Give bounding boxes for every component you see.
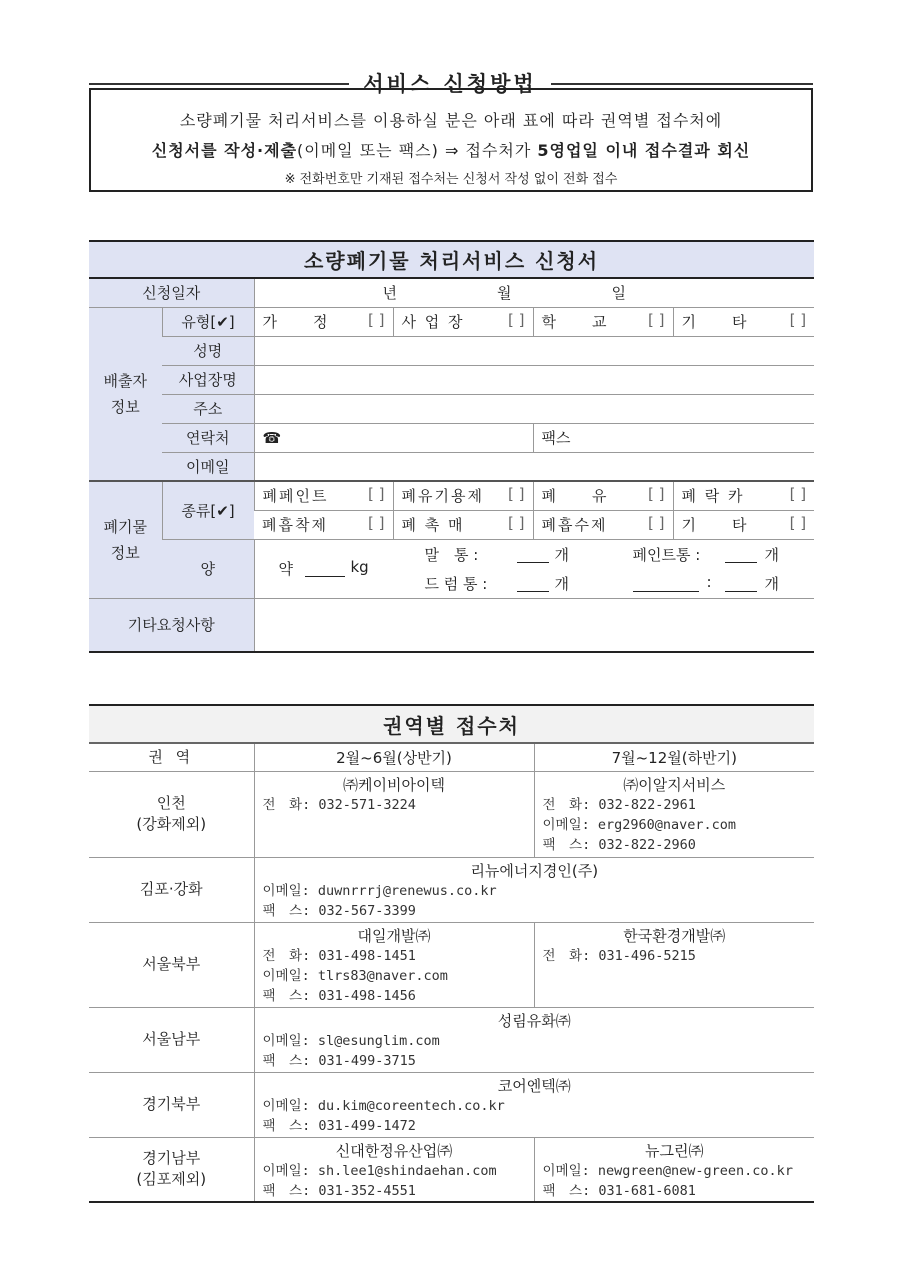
office-fax: 팩 스: 032-822-2960 [542,836,696,853]
address-label: 주소 [162,394,254,423]
method-box [89,88,813,192]
office-fax: 팩 스: 031-498-1456 [262,987,416,1004]
office-full-year [254,1072,814,1137]
region-name: 인천 (강화제외) [89,771,254,857]
office-first-half [254,771,534,857]
region-name: 서울북부 [89,922,254,1007]
office-phone: 전 화: 031-498-1451 [262,947,416,964]
col-region-header: 권 역 [89,743,254,771]
office-org: 대일개발㈜ [357,926,431,945]
office-first-half [254,922,534,1007]
type-option-other[interactable]: 기 타 [ ] [673,307,814,336]
date-month-label: 월 [497,284,512,303]
method-line-2 [91,138,811,161]
custom-colon: : [706,572,712,591]
office-org: 신대한정유산업㈜ [335,1141,453,1160]
paint-can-label: 페인트통 : [632,545,701,564]
drum-label: 드 럼 통 : [424,574,488,593]
col-second-half-header: 7월~12월(하반기) [534,743,814,771]
kind-waste-solvent[interactable]: 폐유기용제 [ ] [393,481,533,510]
office-fax: 팩 스: 032-567-3399 [262,902,416,919]
date-label: 신청일자 [89,278,254,307]
checkbox[interactable]: [ ] [789,311,807,329]
office-phone: 전 화: 031-496-5215 [542,947,696,964]
application-form-table [89,240,814,653]
office-email[interactable]: 이메일: erg2960@naver.com [542,816,737,833]
phone-icon: ☎ [262,428,282,447]
region-title: 권역별 접수처 [89,705,814,743]
fax-label: 팩스 [541,429,571,447]
office-org: 뉴그린㈜ [645,1141,704,1160]
office-full-year [254,857,814,922]
address-field[interactable] [254,394,814,423]
office-email[interactable]: 이메일: sl@esunglim.com [262,1032,440,1049]
office-phone: 전 화: 032-571-3224 [262,796,416,813]
checkbox[interactable]: [ ] [508,514,525,532]
kind-label: 종류[✔] [162,481,254,539]
email-label: 이메일 [162,452,254,481]
kind-other[interactable]: 기 타 [ ] [673,510,814,539]
other-request-field[interactable] [254,598,814,652]
region-name: 경기북부 [89,1072,254,1137]
business-name-field[interactable] [254,365,814,394]
checkbox[interactable]: [ ] [648,485,665,504]
checkbox[interactable]: [ ] [368,485,385,504]
kind-waste-paint[interactable]: 폐페인트 [ ] [254,481,393,510]
drum-unit: 개 [554,574,569,593]
application-title: 소량폐기물 처리서비스 신청서 [89,241,814,278]
type-option-school[interactable]: 학 교 [ ] [533,307,673,336]
discharger-label-1: 배출자 [103,371,147,390]
kg-label: kg [350,557,369,576]
office-fax: 팩 스: 031-499-3715 [262,1052,416,1069]
kind-waste-adsorbent[interactable]: 폐흡착제 [ ] [254,510,393,539]
checkbox[interactable]: [ ] [648,514,665,532]
checkbox[interactable]: [ ] [508,311,525,329]
amount-field[interactable] [254,539,814,598]
office-first-half [254,1137,534,1202]
office-email[interactable]: 이메일: newgreen@new-green.co.kr [542,1162,793,1179]
discharger-section-label [89,307,162,481]
method-line-2-bold-2: 5영업일 이내 접수결과 회신 [537,141,751,160]
office-fax: 팩 스: 031-499-1472 [262,1117,416,1134]
office-second-half [534,922,814,1007]
office-phone: 전 화: 032-822-2961 [542,796,696,813]
waste-section-label [89,481,162,598]
can-unit: 개 [554,545,569,564]
other-request-label: 기타요청사항 [89,598,254,652]
name-field[interactable] [254,336,814,365]
checkbox[interactable]: [ ] [789,485,807,504]
checkbox[interactable]: [ ] [368,514,385,532]
region-table [89,704,814,1203]
office-org: 한국환경개발㈜ [623,926,726,945]
discharger-label-2: 정보 [110,397,140,416]
email-field[interactable] [254,452,814,481]
office-org: 코어엔텍㈜ [497,1076,571,1095]
can-label: 말 통 : [424,545,479,564]
kind-waste-absorbent[interactable]: 폐흡수제 [ ] [533,510,673,539]
checkbox[interactable]: [ ] [648,311,665,329]
can-input[interactable] [517,544,549,563]
type-option-home[interactable]: 가 정 [ ] [254,307,393,336]
approx-label: 약 [278,559,293,578]
office-email[interactable]: 이메일: duwnrrrj@renewus.co.kr [262,882,497,899]
method-line-2-normal: (이메일 또는 팩스) ⇒ 접수처가 [297,141,538,160]
paint-can-input[interactable] [725,544,757,563]
region-name: 서울남부 [89,1007,254,1072]
office-org: 리뉴에너지경인(주) [470,861,599,880]
kind-waste-oil[interactable]: 폐 유 [ ] [533,481,673,510]
custom-unit: 개 [764,574,779,593]
office-second-half [534,771,814,857]
office-org: ㈜케이비아이텍 [343,775,445,794]
office-org: 성림유화㈜ [497,1011,571,1030]
method-line-1: 소량폐기물 처리서비스를 이용하실 분은 아래 표에 따라 권역별 접수처에 [179,111,723,130]
date-day-label: 일 [611,284,627,303]
custom-container-input[interactable] [633,573,699,592]
name-label: 성명 [162,336,254,365]
method-note: ※ 전화번호만 기재된 접수처는 신청서 작성 없이 전화 접수 [284,172,618,187]
office-second-half [534,1137,814,1202]
col-first-half-header: 2월~6월(상반기) [254,743,534,771]
office-org: ㈜이알지서비스 [623,775,726,794]
method-title: 서비스 신청방법 [349,68,550,98]
paint-can-unit: 개 [764,545,779,564]
kind-waste-lacquer[interactable]: 폐 락 카 [ ] [673,481,814,510]
office-email[interactable]: 이메일: sh.lee1@shindaehan.com [262,1162,497,1179]
custom-count-input[interactable] [725,573,757,592]
checkbox[interactable]: [ ] [789,514,807,532]
region-name: 경기남부 (김포제외) [89,1137,254,1202]
waste-label-1: 폐기물 [103,517,147,536]
office-fax: 팩 스: 031-681-6081 [542,1182,696,1199]
date-field[interactable] [254,278,814,307]
region-name: 김포·강화 [89,857,254,922]
type-option-business[interactable]: 사 업 장 [ ] [393,307,533,336]
contact-label: 연락처 [162,423,254,452]
kg-input[interactable] [305,558,345,577]
method-line-2-bold-1: 신청서를 작성·제출 [151,141,298,160]
phone-field[interactable] [254,423,533,452]
date-year-label: 년 [382,284,398,303]
type-label: 유형[✔] [162,307,254,336]
kind-waste-catalyst[interactable]: 폐 촉 매 [ ] [393,510,533,539]
office-email[interactable]: 이메일: tlrs83@naver.com [262,967,448,984]
waste-label-2: 정보 [110,543,140,562]
drum-input[interactable] [517,573,549,592]
fax-field[interactable] [533,423,814,452]
office-fax: 팩 스: 031-352-4551 [262,1182,416,1199]
office-email[interactable]: 이메일: du.kim@coreentech.co.kr [262,1097,505,1114]
office-full-year [254,1007,814,1072]
amount-label: 양 [162,539,254,598]
checkbox[interactable]: [ ] [368,311,385,329]
checkbox[interactable]: [ ] [508,485,525,504]
business-name-label: 사업장명 [162,365,254,394]
